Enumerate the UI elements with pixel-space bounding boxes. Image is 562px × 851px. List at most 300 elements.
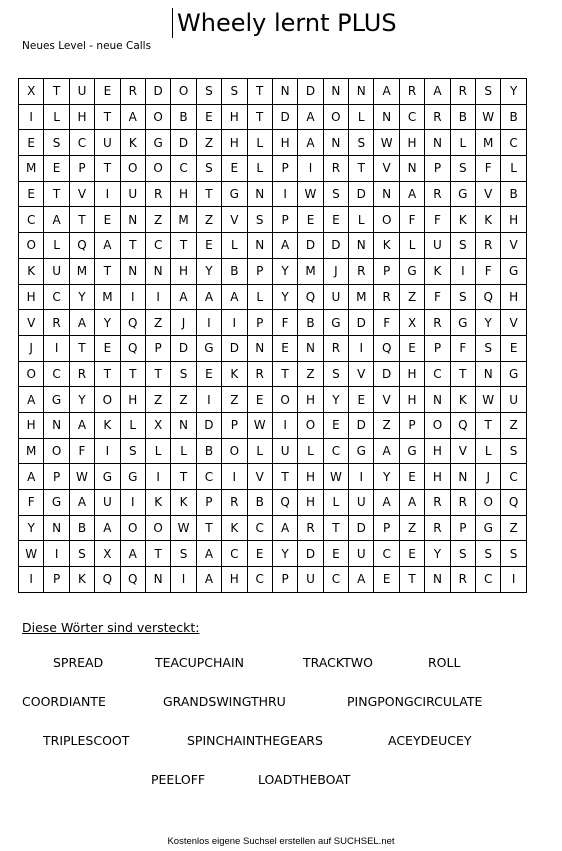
grid-cell: C (44, 284, 69, 310)
grid-cell: N (349, 233, 374, 259)
grid-cell: E (247, 387, 272, 413)
grid-cell: F (450, 335, 475, 361)
grid-cell: E (247, 541, 272, 567)
grid-cell: F (425, 207, 450, 233)
grid-cell: V (222, 207, 247, 233)
grid-cell: I (450, 258, 475, 284)
grid-cell: S (69, 541, 94, 567)
grid-cell: C (196, 464, 221, 490)
grid-cell: K (171, 490, 196, 516)
grid-cell: W (171, 515, 196, 541)
grid-cell: E (399, 335, 424, 361)
grid-cell: S (450, 156, 475, 182)
grid-cell: E (196, 233, 221, 259)
grid-cell: N (247, 181, 272, 207)
grid-cell: G (196, 335, 221, 361)
grid-cell: K (450, 387, 475, 413)
grid-cell: T (171, 233, 196, 259)
grid-cell: F (19, 490, 44, 516)
grid-cell: C (399, 104, 424, 130)
grid-cell: W (476, 104, 501, 130)
grid-cell: E (196, 361, 221, 387)
grid-cell: G (95, 464, 120, 490)
grid-cell: M (19, 156, 44, 182)
grid-cell: T (171, 464, 196, 490)
grid-cell: T (145, 361, 170, 387)
grid-cell: D (374, 361, 399, 387)
grid-cell: D (349, 310, 374, 336)
grid-cell: O (145, 156, 170, 182)
grid-cell: O (222, 438, 247, 464)
grid-cell: G (399, 438, 424, 464)
grid-cell: P (272, 207, 297, 233)
grid-cell: N (425, 387, 450, 413)
grid-cell: L (349, 104, 374, 130)
grid-cell: C (425, 361, 450, 387)
grid-row (19, 541, 527, 567)
grid-row (19, 104, 527, 130)
grid-cell: S (450, 284, 475, 310)
grid-cell: S (476, 541, 501, 567)
grid-cell: E (298, 207, 323, 233)
grid-cell: C (501, 130, 526, 156)
grid-cell: T (69, 207, 94, 233)
grid-cell: I (120, 284, 145, 310)
grid-cell: V (450, 438, 475, 464)
grid-row (19, 567, 527, 593)
grid-cell: K (222, 361, 247, 387)
grid-cell: S (349, 130, 374, 156)
word-item: PEELOFF (151, 772, 206, 787)
grid-cell: H (399, 387, 424, 413)
grid-cell: W (69, 464, 94, 490)
grid-cell: S (450, 233, 475, 259)
grid-cell: F (399, 207, 424, 233)
grid-cell: H (171, 181, 196, 207)
grid-cell: K (145, 490, 170, 516)
grid-cell: B (450, 104, 475, 130)
grid-row (19, 412, 527, 438)
letter-grid (18, 78, 527, 593)
grid-cell: H (222, 567, 247, 593)
grid-cell: L (323, 490, 348, 516)
grid-cell: Z (399, 284, 424, 310)
grid-cell: L (247, 284, 272, 310)
grid-cell: V (349, 361, 374, 387)
grid-cell: X (95, 541, 120, 567)
grid-cell: I (95, 438, 120, 464)
grid-cell: P (247, 258, 272, 284)
grid-cell: D (323, 233, 348, 259)
grid-cell: L (298, 438, 323, 464)
grid-cell: K (120, 130, 145, 156)
grid-cell: C (476, 567, 501, 593)
grid-cell: H (298, 464, 323, 490)
grid-cell: S (476, 335, 501, 361)
grid-cell: N (120, 258, 145, 284)
grid-cell: O (19, 361, 44, 387)
grid-row (19, 515, 527, 541)
grid-cell: P (272, 567, 297, 593)
grid-cell: E (323, 541, 348, 567)
grid-row (19, 130, 527, 156)
grid-cell: N (323, 130, 348, 156)
grid-cell: L (247, 156, 272, 182)
grid-cell: L (44, 104, 69, 130)
grid-cell: C (69, 130, 94, 156)
grid-cell: P (222, 412, 247, 438)
grid-row (19, 490, 527, 516)
grid-cell: E (374, 567, 399, 593)
grid-cell: J (476, 464, 501, 490)
grid-cell: T (120, 361, 145, 387)
grid-cell: Q (95, 567, 120, 593)
grid-cell: N (298, 335, 323, 361)
grid-cell: V (374, 156, 399, 182)
grid-cell: M (19, 438, 44, 464)
grid-cell: L (399, 233, 424, 259)
grid-cell: I (145, 464, 170, 490)
grid-row (19, 258, 527, 284)
grid-cell: D (298, 233, 323, 259)
grid-cell: Z (145, 310, 170, 336)
grid-cell: R (44, 310, 69, 336)
grid-cell: B (196, 438, 221, 464)
grid-row (19, 181, 527, 207)
grid-cell: U (349, 490, 374, 516)
grid-cell: U (120, 181, 145, 207)
grid-cell: C (222, 541, 247, 567)
grid-cell: N (44, 515, 69, 541)
grid-row (19, 156, 527, 182)
grid-cell: S (196, 156, 221, 182)
grid-cell: O (298, 412, 323, 438)
grid-cell: Y (425, 541, 450, 567)
grid-cell: P (374, 258, 399, 284)
grid-cell: E (95, 207, 120, 233)
grid-cell: N (476, 361, 501, 387)
grid-row (19, 361, 527, 387)
grid-cell: R (425, 104, 450, 130)
grid-cell: Z (145, 387, 170, 413)
grid-cell: D (349, 181, 374, 207)
grid-cell: K (450, 207, 475, 233)
grid-cell: G (222, 181, 247, 207)
grid-cell: Y (69, 284, 94, 310)
grid-cell: V (247, 464, 272, 490)
grid-cell: R (69, 361, 94, 387)
grid-row (19, 233, 527, 259)
grid-cell: R (222, 490, 247, 516)
grid-cell: M (69, 258, 94, 284)
grid-cell: L (247, 130, 272, 156)
grid-cell: H (399, 361, 424, 387)
grid-cell: C (323, 438, 348, 464)
grid-cell: O (95, 387, 120, 413)
grid-cell: D (222, 335, 247, 361)
grid-cell: W (298, 181, 323, 207)
grid-cell: D (196, 412, 221, 438)
grid-cell: O (145, 104, 170, 130)
grid-cell: G (44, 387, 69, 413)
grid-cell: R (145, 181, 170, 207)
grid-cell: I (19, 104, 44, 130)
grid-cell: O (476, 490, 501, 516)
grid-cell: H (298, 490, 323, 516)
grid-cell: D (272, 104, 297, 130)
grid-cell: C (19, 207, 44, 233)
grid-cell: U (501, 387, 526, 413)
grid-cell: Z (196, 207, 221, 233)
grid-cell: N (374, 181, 399, 207)
grid-cell: I (44, 541, 69, 567)
grid-cell: O (19, 233, 44, 259)
grid-cell: A (69, 310, 94, 336)
grid-cell: L (44, 233, 69, 259)
grid-cell: N (145, 567, 170, 593)
grid-cell: X (399, 310, 424, 336)
grid-cell: Z (399, 515, 424, 541)
grid-cell: H (425, 464, 450, 490)
grid-cell: E (349, 387, 374, 413)
grid-cell: Y (272, 541, 297, 567)
grid-cell: H (222, 104, 247, 130)
grid-cell: X (19, 79, 44, 105)
grid-cell: A (19, 464, 44, 490)
grid-cell: C (171, 156, 196, 182)
grid-cell: N (374, 104, 399, 130)
grid-cell: T (95, 361, 120, 387)
word-item: ACEYDEUCEY (388, 733, 472, 748)
grid-cell: C (501, 464, 526, 490)
grid-cell: C (247, 515, 272, 541)
grid-cell: R (120, 79, 145, 105)
grid-cell: B (501, 181, 526, 207)
grid-cell: O (425, 412, 450, 438)
grid-cell: V (19, 310, 44, 336)
grid-cell: Q (476, 284, 501, 310)
grid-cell: A (349, 567, 374, 593)
grid-cell: H (501, 284, 526, 310)
grid-cell: C (247, 567, 272, 593)
grid-cell: A (298, 104, 323, 130)
grid-cell: F (69, 438, 94, 464)
grid-cell: B (501, 104, 526, 130)
grid-cell: N (399, 156, 424, 182)
grid-cell: I (171, 567, 196, 593)
grid-cell: A (69, 490, 94, 516)
grid-cell: L (145, 438, 170, 464)
grid-cell: Y (69, 387, 94, 413)
grid-cell: D (171, 335, 196, 361)
grid-cell: R (247, 361, 272, 387)
grid-cell: H (19, 284, 44, 310)
word-item: SPREAD (53, 655, 104, 670)
grid-cell: S (196, 79, 221, 105)
grid-cell: E (222, 156, 247, 182)
grid-cell: S (450, 541, 475, 567)
grid-cell: Q (298, 284, 323, 310)
grid-cell: H (222, 130, 247, 156)
grid-cell: A (196, 284, 221, 310)
grid-cell: C (44, 361, 69, 387)
grid-cell: M (171, 207, 196, 233)
grid-cell: U (272, 438, 297, 464)
grid-cell: E (19, 181, 44, 207)
grid-cell: Z (196, 130, 221, 156)
grid-cell: G (450, 181, 475, 207)
grid-cell: S (247, 207, 272, 233)
grid-cell: E (323, 207, 348, 233)
grid-cell: L (171, 438, 196, 464)
grid-cell: K (425, 258, 450, 284)
grid-cell: I (298, 156, 323, 182)
grid-cell: M (95, 284, 120, 310)
word-item: TRIPLESCOOT (43, 733, 130, 748)
grid-cell: I (222, 310, 247, 336)
grid-row (19, 464, 527, 490)
grid-cell: L (120, 412, 145, 438)
grid-cell: Y (501, 79, 526, 105)
grid-cell: N (323, 79, 348, 105)
grid-cell: D (298, 541, 323, 567)
grid-cell: R (349, 258, 374, 284)
grid-cell: S (476, 79, 501, 105)
grid-cell: B (69, 515, 94, 541)
grid-cell: T (196, 515, 221, 541)
grid-row (19, 207, 527, 233)
grid-cell: V (501, 233, 526, 259)
grid-cell: A (399, 490, 424, 516)
grid-cell: A (120, 104, 145, 130)
grid-cell: A (298, 130, 323, 156)
grid-cell: T (145, 541, 170, 567)
grid-cell: L (222, 233, 247, 259)
grid-cell: W (476, 387, 501, 413)
grid-cell: N (272, 79, 297, 105)
grid-cell: Y (476, 310, 501, 336)
grid-cell: T (44, 181, 69, 207)
grid-cell: P (44, 464, 69, 490)
grid-cell: T (247, 79, 272, 105)
grid-cell: R (425, 310, 450, 336)
grid-cell: E (272, 335, 297, 361)
grid-cell: Q (501, 490, 526, 516)
grid-cell: A (196, 541, 221, 567)
grid-cell: N (247, 233, 272, 259)
grid-cell: O (44, 438, 69, 464)
grid-cell: A (120, 541, 145, 567)
grid-cell: S (120, 438, 145, 464)
grid-cell: G (120, 464, 145, 490)
grid-cell: Y (196, 258, 221, 284)
grid-cell: V (501, 310, 526, 336)
grid-cell: O (323, 104, 348, 130)
grid-cell: P (272, 156, 297, 182)
grid-cell: I (145, 284, 170, 310)
grid-cell: Y (323, 387, 348, 413)
word-item: LOADTHEBOAT (258, 772, 351, 787)
grid-cell: U (425, 233, 450, 259)
grid-cell: D (171, 130, 196, 156)
grid-cell: A (374, 490, 399, 516)
page-subtitle: Neues Level - neue Calls (22, 40, 152, 52)
grid-cell: N (425, 130, 450, 156)
grid-cell: N (425, 567, 450, 593)
grid-cell: U (323, 284, 348, 310)
grid-cell: U (95, 490, 120, 516)
grid-cell: S (501, 541, 526, 567)
grid-cell: G (349, 438, 374, 464)
grid-cell: C (374, 541, 399, 567)
grid-cell: E (95, 335, 120, 361)
grid-cell: T (272, 464, 297, 490)
grid-cell: L (247, 438, 272, 464)
grid-cell: P (450, 515, 475, 541)
grid-cell: A (171, 284, 196, 310)
grid-cell: A (374, 79, 399, 105)
word-item: ROLL (428, 655, 461, 670)
grid-cell: Q (120, 335, 145, 361)
grid-cell: T (349, 156, 374, 182)
grid-cell: Q (374, 335, 399, 361)
grid-cell: P (374, 515, 399, 541)
grid-cell: L (476, 438, 501, 464)
grid-cell: E (501, 335, 526, 361)
grid-cell: Q (450, 412, 475, 438)
grid-cell: H (19, 412, 44, 438)
grid-cell: M (298, 258, 323, 284)
grid-cell: E (19, 130, 44, 156)
grid-cell: I (349, 335, 374, 361)
grid-cell: G (476, 515, 501, 541)
grid-cell: S (501, 438, 526, 464)
grid-cell: P (196, 490, 221, 516)
grid-cell: L (349, 207, 374, 233)
grid-cell: I (196, 387, 221, 413)
grid-cell: E (44, 156, 69, 182)
grid-cell: R (425, 490, 450, 516)
grid-cell: R (425, 515, 450, 541)
grid-cell: H (69, 104, 94, 130)
grid-cell: U (298, 567, 323, 593)
grid-cell: F (476, 258, 501, 284)
grid-cell: C (323, 567, 348, 593)
grid-cell: N (145, 258, 170, 284)
word-item: TEACUPCHAIN (155, 655, 244, 670)
grid-cell: O (120, 156, 145, 182)
grid-cell: H (272, 130, 297, 156)
grid-cell: R (323, 335, 348, 361)
words-heading: Diese Wörter sind versteckt: (22, 620, 200, 635)
grid-cell: A (95, 233, 120, 259)
grid-cell: T (95, 104, 120, 130)
grid-cell: A (272, 233, 297, 259)
page-title: Wheely lernt PLUS (172, 8, 397, 38)
grid-cell: J (323, 258, 348, 284)
grid-cell: T (399, 567, 424, 593)
grid-cell: Z (374, 412, 399, 438)
grid-cell: S (222, 79, 247, 105)
grid-cell: F (425, 284, 450, 310)
grid-cell: I (349, 464, 374, 490)
grid-cell: R (298, 515, 323, 541)
grid-cell: S (323, 181, 348, 207)
grid-cell: H (171, 258, 196, 284)
grid-cell: D (298, 79, 323, 105)
grid-cell: L (501, 156, 526, 182)
grid-cell: U (349, 541, 374, 567)
